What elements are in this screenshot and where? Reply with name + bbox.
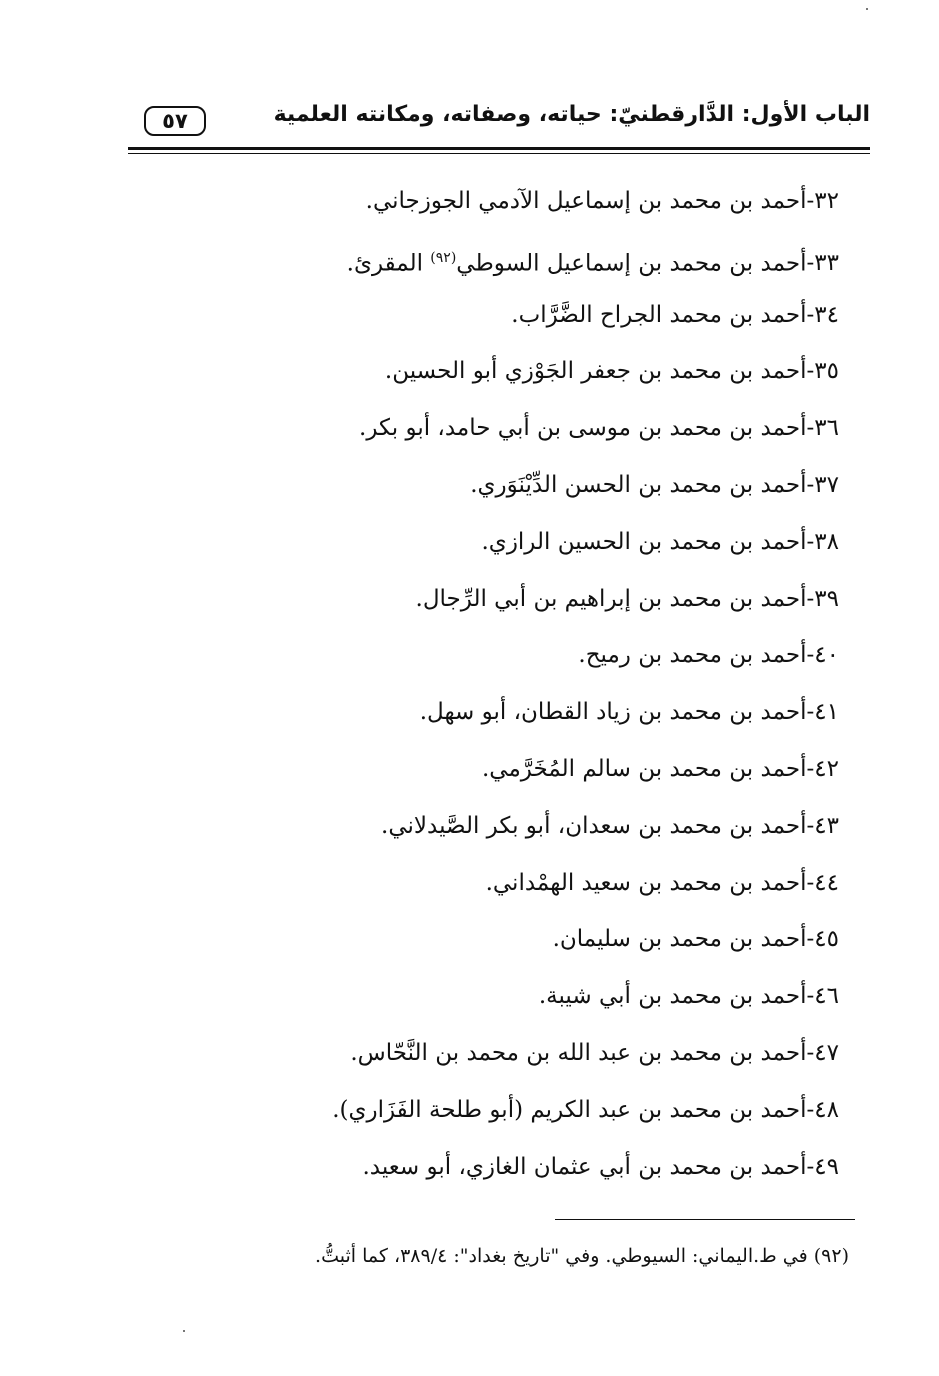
entry-text: أحمد بن محمد بن عبد الكريم (أبو طلحة الفَزَاري). — [332, 1096, 807, 1123]
entry-number: ٤٧- — [806, 1039, 839, 1066]
list-item — [139, 860, 839, 917]
entry-text-continued: المقرئ. — [346, 250, 431, 277]
list-item — [139, 689, 839, 746]
running-title: الباب الأول: الدَّارقطنيّ: حياته، وصفاته، ومكانته العلمية — [273, 102, 870, 127]
list-item — [139, 973, 839, 1030]
entry-text: أحمد بن محمد بن سعيد الهمْداني. — [485, 869, 807, 896]
list-item — [139, 462, 839, 519]
entry-number: ٤٩- — [806, 1153, 839, 1180]
entry-text: أحمد بن محمد بن الحسين الرازي. — [481, 528, 807, 555]
entry-text: أحمد بن محمد بن زياد القطان، أبو سهل. — [419, 699, 807, 726]
entry-number: ٣٩- — [806, 585, 839, 612]
list-item — [139, 235, 839, 292]
entry-number: ٣٧- — [806, 471, 839, 498]
entry-number: ٤٣- — [806, 812, 839, 839]
entry-number: ٤٥- — [806, 926, 839, 953]
list-item — [139, 1144, 839, 1201]
list-item — [139, 916, 839, 973]
entry-text: أحمد بن محمد بن إسماعيل الآدمي الجوزجاني. — [365, 188, 807, 214]
entry-text: أحمد بن محمد بن سالم المُخَرَّمي. — [481, 755, 807, 782]
footnote: (٩٢) في ط.اليماني: السيوطي. وفي "تاريخ بغداد": ٣٨٩/٤، كما أثبتُّ. — [315, 1245, 849, 1267]
entry-number: ٤٠- — [806, 642, 839, 669]
entry-text: أحمد بن محمد بن سليمان. — [552, 926, 807, 953]
page-header — [128, 96, 870, 152]
entry-number: ٤١- — [806, 699, 839, 726]
list-item — [139, 519, 839, 576]
entry-number: ٤٢- — [806, 755, 839, 782]
entry-number: ٣٥- — [806, 358, 839, 385]
entry-text: أحمد بن محمد بن عبد الله بن محمد بن النَّحّاس. — [350, 1039, 807, 1066]
entry-text: أحمد بن محمد بن سعدان، أبو بكر الصَّيدلاني. — [381, 812, 807, 839]
entry-number: ٤٦- — [806, 983, 839, 1010]
list-item — [139, 348, 839, 405]
entry-number: ٤٤- — [806, 869, 839, 896]
list-item — [139, 292, 839, 349]
entry-text: أحمد بن محمد بن رميح. — [578, 642, 807, 669]
list-item — [139, 1087, 839, 1144]
entry-text: أحمد بن محمد بن جعفر الجَوْزي أبو الحسين. — [384, 358, 807, 385]
list-item — [139, 746, 839, 803]
header-rule-thin — [128, 153, 870, 154]
page-number: ٥٧ — [144, 106, 206, 136]
list-item — [139, 803, 839, 860]
footnote-reference: (٩٢) — [430, 249, 457, 266]
entry-text: أحمد بن محمد بن الحسن الدِّيْنَوَري. — [470, 471, 807, 498]
scan-speck — [866, 8, 868, 10]
entry-number: ٤٨- — [806, 1096, 839, 1123]
list-item — [139, 576, 839, 633]
entry-text: أحمد بن محمد بن إبراهيم بن أبي الرِّجال. — [415, 585, 807, 612]
entry-text: أحمد بن محمد بن أبي شيبة. — [538, 983, 807, 1010]
entry-text: أحمد بن محمد بن موسى بن أبي حامد، أبو بكر. — [359, 415, 807, 442]
header-rule — [128, 147, 870, 150]
entry-number: ٣٨- — [806, 528, 839, 555]
list-item — [139, 178, 839, 235]
entry-number: ٣٤- — [806, 301, 839, 328]
narrator-list — [139, 178, 839, 1200]
entry-text: أحمد بن محمد بن أبي عثمان الغازي، أبو سعيد. — [362, 1153, 807, 1180]
list-item — [139, 1030, 839, 1087]
list-item — [139, 405, 839, 462]
entry-text: أحمد بن محمد بن إسماعيل السوطي — [456, 250, 807, 277]
entry-number: ٣٢- — [806, 188, 839, 214]
scan-speck — [183, 1330, 185, 1332]
list-item — [139, 632, 839, 689]
footnote-separator — [555, 1219, 855, 1220]
entry-number: ٣٣- — [806, 250, 839, 277]
entry-number: ٣٦- — [806, 415, 839, 442]
entry-text: أحمد بن محمد الجراح الضَّرَّاب. — [511, 301, 807, 328]
